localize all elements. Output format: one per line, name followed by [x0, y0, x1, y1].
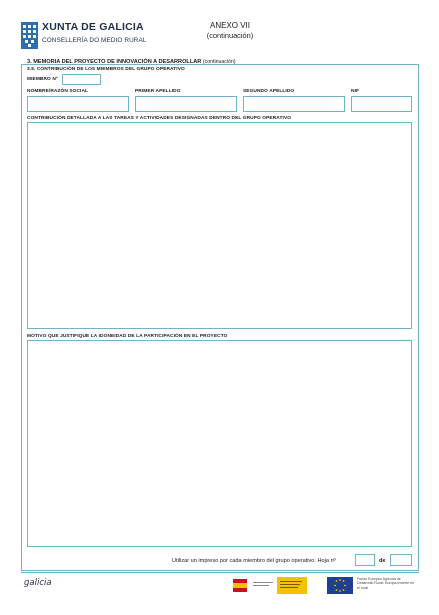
nif-field[interactable]: [351, 96, 412, 112]
section-title-text: 3. MEMORIA DEL PROYECTO DE INNOVACIÓN A DESARROLLAR: [27, 59, 202, 65]
contribution-textarea[interactable]: [27, 122, 412, 329]
subsection-title: 3.5. CONTRIBUCIÓN DE LOS MIEMBROS DEL GRUPO OPERATIVO: [27, 67, 185, 72]
member-number-field[interactable]: [62, 74, 101, 85]
total-sheets-field[interactable]: [390, 554, 412, 566]
annex-continuation: (continuación): [206, 31, 254, 40]
ministry-logo-icon: [231, 577, 307, 594]
org-name: XUNTA DE GALICIA: [42, 21, 144, 33]
first-surname-field[interactable]: [135, 96, 237, 112]
name-label: NOMBRE/RAZÓN SOCIAL: [27, 89, 89, 94]
member-number-label: MIEMBRO Nº: [27, 77, 58, 82]
galicia-logo: galicia: [24, 578, 52, 588]
of-label: de: [379, 558, 386, 564]
motive-textarea[interactable]: [27, 340, 412, 547]
footer-note: Utilizar un impreso por cada miembro del grupo operativo. Hoja nº: [172, 558, 336, 564]
footer-divider: [21, 572, 419, 573]
department-name: CONSELLERÍA DO MEDIO RURAL: [42, 37, 147, 44]
nif-label: NIF: [351, 89, 360, 94]
xunta-logo-icon: [21, 22, 38, 49]
second-surname-field[interactable]: [243, 96, 345, 112]
sheet-number-field[interactable]: [355, 554, 375, 566]
annex-title: ANEXO VII: [209, 21, 250, 30]
section-title-suffix: (continuación): [202, 59, 236, 65]
first-surname-label: PRIMER APELLIDO: [135, 89, 181, 94]
second-surname-label: SEGUNDO APELLIDO: [243, 89, 295, 94]
motive-label: MOTIVO QUE JUSTIFIQUE LA IDONEIDAD DE LA PARTICIPACIÓN EN EL PROYECTO: [27, 334, 228, 339]
eu-flag-icon: [327, 577, 353, 594]
eu-fund-text: Fondo Europeo Agrícola de Desarrollo Rural: Europa invierte en el rural: [357, 577, 415, 590]
contribution-label: CONTRIBUCIÓN DETALLADA A LAS TAREAS Y ACTIVIDADES DESIGNADAS DENTRO DEL GRUPO OPERATIVO: [27, 116, 292, 121]
name-field[interactable]: [27, 96, 129, 112]
